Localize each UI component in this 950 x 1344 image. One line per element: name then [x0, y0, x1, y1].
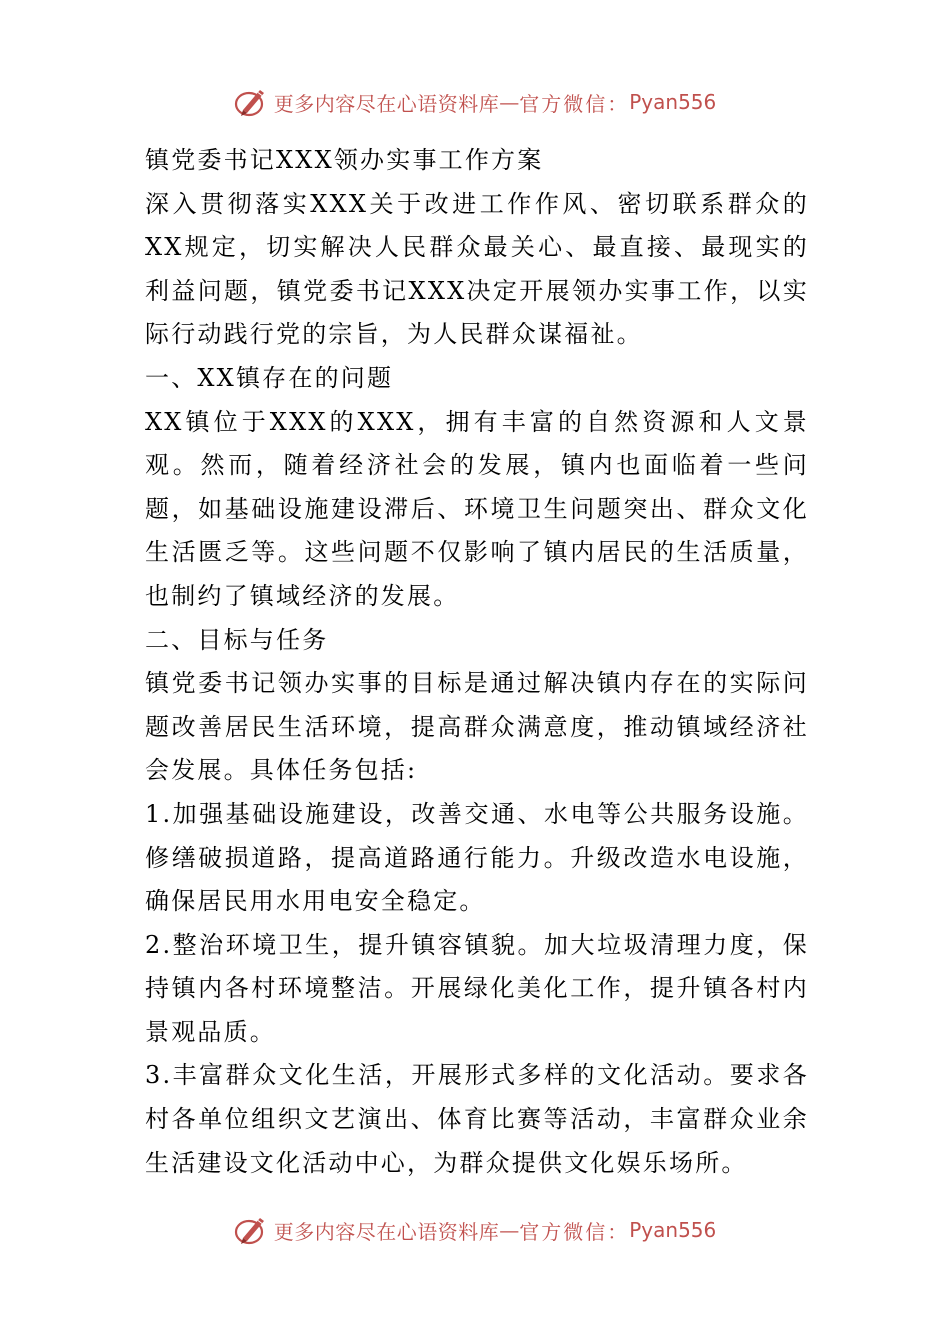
section-heading-goals: 二、目标与任务 [145, 625, 329, 654]
task-item-3: 3.丰富群众文化生活，开展形式多样的文化活动。要求各村各单位组织文艺演出、体育比赛等活动，丰富群众业余生活建设文化活动中心，为群众提供文化娱乐场所。 [145, 1061, 809, 1177]
banner-wechat-label: 官方微信： [519, 91, 630, 116]
task-item-1: 1.加强基础设施建设，改善交通、水电等公共服务设施。修缮破损道路，提高道路通行能力。升级改造水电设施，确保居民用水用电安全稳定。 [145, 799, 809, 916]
paragraph-intro: 深入贯彻落实XXX关于改进工作作风、密切联系群众的XX规定，切实解决人民群众最关心、最直接、最现实的利益问题，镇党委书记XXX决定开展领办实事工作，以实际行动践行党的宗旨，为人民群众谋福祉。 [145, 189, 809, 349]
banner-wechat-id: Pyan556 [629, 90, 717, 114]
section-heading-problems: 一、XX镇存在的问题 [145, 363, 394, 392]
document-title: 镇党委书记XXX领办实事工作方案 [145, 146, 544, 174]
banner-wechat-label: 官方微信： [519, 1219, 630, 1244]
banner-main-text: 更多内容尽在心语资料库 [273, 1219, 500, 1244]
banner-separator: — [499, 90, 520, 114]
paragraph-goals: 镇党委书记领办实事的目标是通过解决镇内存在的实际问题改善居民生活环境，提高群众满意度，推动镇域经济社会发展。具体任务包括: [145, 669, 809, 785]
banner-main-text: 更多内容尽在心语资料库 [273, 91, 500, 116]
banner-wechat-id: Pyan556 [629, 1218, 717, 1242]
task-item-2: 2.整治环境卫生，提升镇容镇貌。加大垃圾清理力度，保持镇内各村环境整洁。开展绿化美化工作，提升镇各村内景观品质。 [145, 930, 809, 1046]
banner-separator: — [499, 1218, 520, 1242]
pen-in-circle-icon [234, 1212, 270, 1248]
paragraph-problems: XX镇位于XXX的XXX，拥有丰富的自然资源和人文景观。然而，随着经济社会的发展，镇内也面临着一些问题，如基础设施建设滞后、环境卫生问题突出、群众文化生活匮乏等。这些问题不仅影响了镇内居民的生活质量，也制约了镇域经济的发展。 [145, 407, 809, 610]
pen-in-circle-icon [234, 84, 270, 120]
document-body [145, 139, 809, 1185]
header-banner [0, 82, 950, 122]
footer-banner [0, 1210, 950, 1250]
